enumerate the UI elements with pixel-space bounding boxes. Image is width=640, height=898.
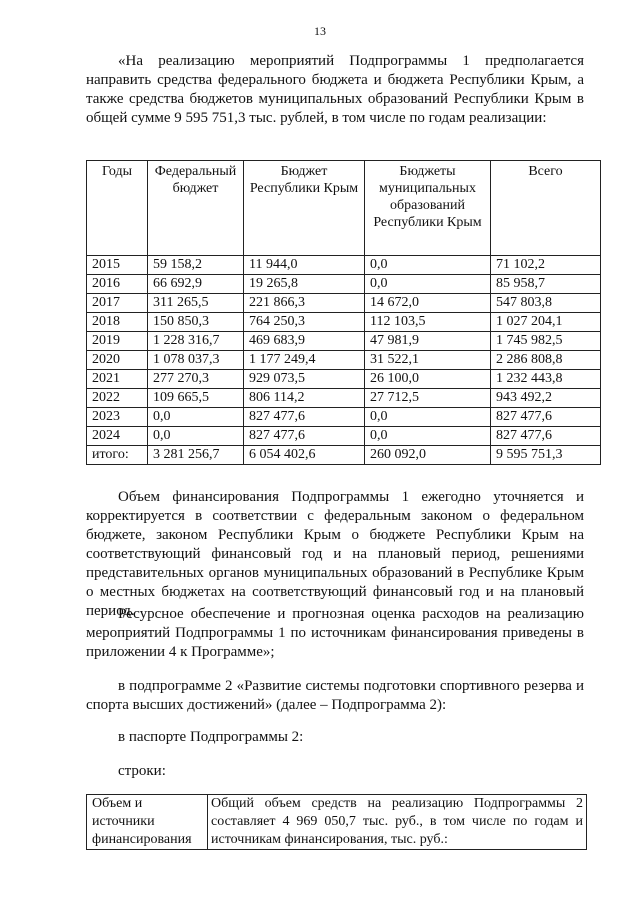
year-cell: 2024 bbox=[87, 427, 148, 446]
table-header-row bbox=[87, 161, 601, 256]
municipal-cell: 0,0 bbox=[365, 408, 491, 427]
year-cell: 2022 bbox=[87, 389, 148, 408]
federal-cell: 3 281 256,7 bbox=[148, 446, 244, 465]
year-cell: 2023 bbox=[87, 408, 148, 427]
total-cell: 2 286 808,8 bbox=[491, 351, 601, 370]
total-cell: 827 477,6 bbox=[491, 427, 601, 446]
year-cell: 2020 bbox=[87, 351, 148, 370]
header-years: Годы bbox=[87, 161, 148, 256]
subprogram2-paragraph: в подпрограмме 2 «Развитие системы подготовки спортивного резерва и спорта высших достижений» (далее – Подпрограмма 2): bbox=[86, 678, 584, 713]
passport-row bbox=[87, 795, 587, 850]
municipal-cell: 14 672,0 bbox=[365, 294, 491, 313]
federal-cell: 59 158,2 bbox=[148, 256, 244, 275]
federal-cell: 1 228 316,7 bbox=[148, 332, 244, 351]
federal-cell: 66 692,9 bbox=[148, 275, 244, 294]
table-row bbox=[87, 275, 601, 294]
table-row bbox=[87, 408, 601, 427]
total-cell: 827 477,6 bbox=[491, 408, 601, 427]
passport-table bbox=[86, 794, 587, 850]
table-body bbox=[87, 256, 601, 465]
municipal-cell: 26 100,0 bbox=[365, 370, 491, 389]
intro-paragraph: «На реализацию мероприятий Подпрограммы 1 предполагается направить средства федерального бюджета и бюджета Республики Крым, а также средства бюджетов муниципальных образований Республики Крым в общей сумме 9 595 751,3 тыс. рублей, в том числе по годам реализации: bbox=[86, 53, 584, 126]
federal-cell: 150 850,3 bbox=[148, 313, 244, 332]
header-total: Всего bbox=[491, 161, 601, 256]
federal-cell: 1 078 037,3 bbox=[148, 351, 244, 370]
table-row bbox=[87, 351, 601, 370]
passport-text: Общий объем средств на реализацию Подпрограммы 2 составляет 4 969 050,7 тыс. руб., в том числе по годам и источникам финансирования, тыс. руб.: bbox=[208, 795, 587, 850]
municipal-cell: 260 092,0 bbox=[365, 446, 491, 465]
year-cell: 2021 bbox=[87, 370, 148, 389]
passport-label: Объем и источники финансирования bbox=[87, 795, 208, 850]
federal-cell: 109 665,5 bbox=[148, 389, 244, 408]
municipal-cell: 0,0 bbox=[365, 275, 491, 294]
crimea-cell: 11 944,0 bbox=[244, 256, 365, 275]
crimea-cell: 469 683,9 bbox=[244, 332, 365, 351]
crimea-cell: 929 073,5 bbox=[244, 370, 365, 389]
crimea-cell: 827 477,6 bbox=[244, 427, 365, 446]
year-cell: 2016 bbox=[87, 275, 148, 294]
table-row bbox=[87, 332, 601, 351]
year-cell: итого: bbox=[87, 446, 148, 465]
federal-cell: 311 265,5 bbox=[148, 294, 244, 313]
crimea-cell: 19 265,8 bbox=[244, 275, 365, 294]
page-number: 13 bbox=[314, 24, 326, 38]
header-municipal-budgets: Бюджеты муниципальных образований Республики Крым bbox=[365, 161, 491, 256]
municipal-cell: 112 103,5 bbox=[365, 313, 491, 332]
municipal-cell: 0,0 bbox=[365, 256, 491, 275]
financing-table bbox=[86, 160, 601, 465]
total-cell: 943 492,2 bbox=[491, 389, 601, 408]
municipal-cell: 0,0 bbox=[365, 427, 491, 446]
crimea-cell: 221 866,3 bbox=[244, 294, 365, 313]
table-row bbox=[87, 370, 601, 389]
total-cell: 1 027 204,1 bbox=[491, 313, 601, 332]
federal-cell: 0,0 bbox=[148, 427, 244, 446]
table-row bbox=[87, 389, 601, 408]
year-cell: 2017 bbox=[87, 294, 148, 313]
rows-paragraph: строки: bbox=[118, 763, 166, 779]
crimea-cell: 1 177 249,4 bbox=[244, 351, 365, 370]
municipal-cell: 47 981,9 bbox=[365, 332, 491, 351]
year-cell: 2015 bbox=[87, 256, 148, 275]
table-row bbox=[87, 313, 601, 332]
crimea-cell: 6 054 402,6 bbox=[244, 446, 365, 465]
year-cell: 2018 bbox=[87, 313, 148, 332]
volume-paragraph: Объем финансирования Подпрограммы 1 ежегодно уточняется и корректируется в соответствии с федеральным законом о федеральном бюджете, законом Республики Крым о бюджете Республики Крым на соответствующий финансовый год и на плановый период, решениями представительных органов муниципальных образований в Республике Крым о местных бюджетах на соответствующий финансовый год и на плановый период. bbox=[86, 489, 584, 619]
passport-paragraph: в паспорте Подпрограммы 2: bbox=[118, 729, 304, 745]
table-row bbox=[87, 294, 601, 313]
total-cell: 85 958,7 bbox=[491, 275, 601, 294]
resources-paragraph: Ресурсное обеспечение и прогнозная оценка расходов на реализацию мероприятий Подпрограммы 1 по источникам финансирования приведены в приложении 4 к Программе»; bbox=[86, 606, 584, 660]
federal-cell: 277 270,3 bbox=[148, 370, 244, 389]
table-row bbox=[87, 256, 601, 275]
municipal-cell: 27 712,5 bbox=[365, 389, 491, 408]
total-cell: 9 595 751,3 bbox=[491, 446, 601, 465]
year-cell: 2019 bbox=[87, 332, 148, 351]
federal-cell: 0,0 bbox=[148, 408, 244, 427]
crimea-cell: 764 250,3 bbox=[244, 313, 365, 332]
header-crimea-budget: Бюджет Республики Крым bbox=[244, 161, 365, 256]
table-row bbox=[87, 427, 601, 446]
total-cell: 1 232 443,8 bbox=[491, 370, 601, 389]
total-cell: 71 102,2 bbox=[491, 256, 601, 275]
total-cell: 1 745 982,5 bbox=[491, 332, 601, 351]
crimea-cell: 827 477,6 bbox=[244, 408, 365, 427]
table-total-row bbox=[87, 446, 601, 465]
header-federal-budget: Федеральный бюджет bbox=[148, 161, 244, 256]
crimea-cell: 806 114,2 bbox=[244, 389, 365, 408]
municipal-cell: 31 522,1 bbox=[365, 351, 491, 370]
total-cell: 547 803,8 bbox=[491, 294, 601, 313]
